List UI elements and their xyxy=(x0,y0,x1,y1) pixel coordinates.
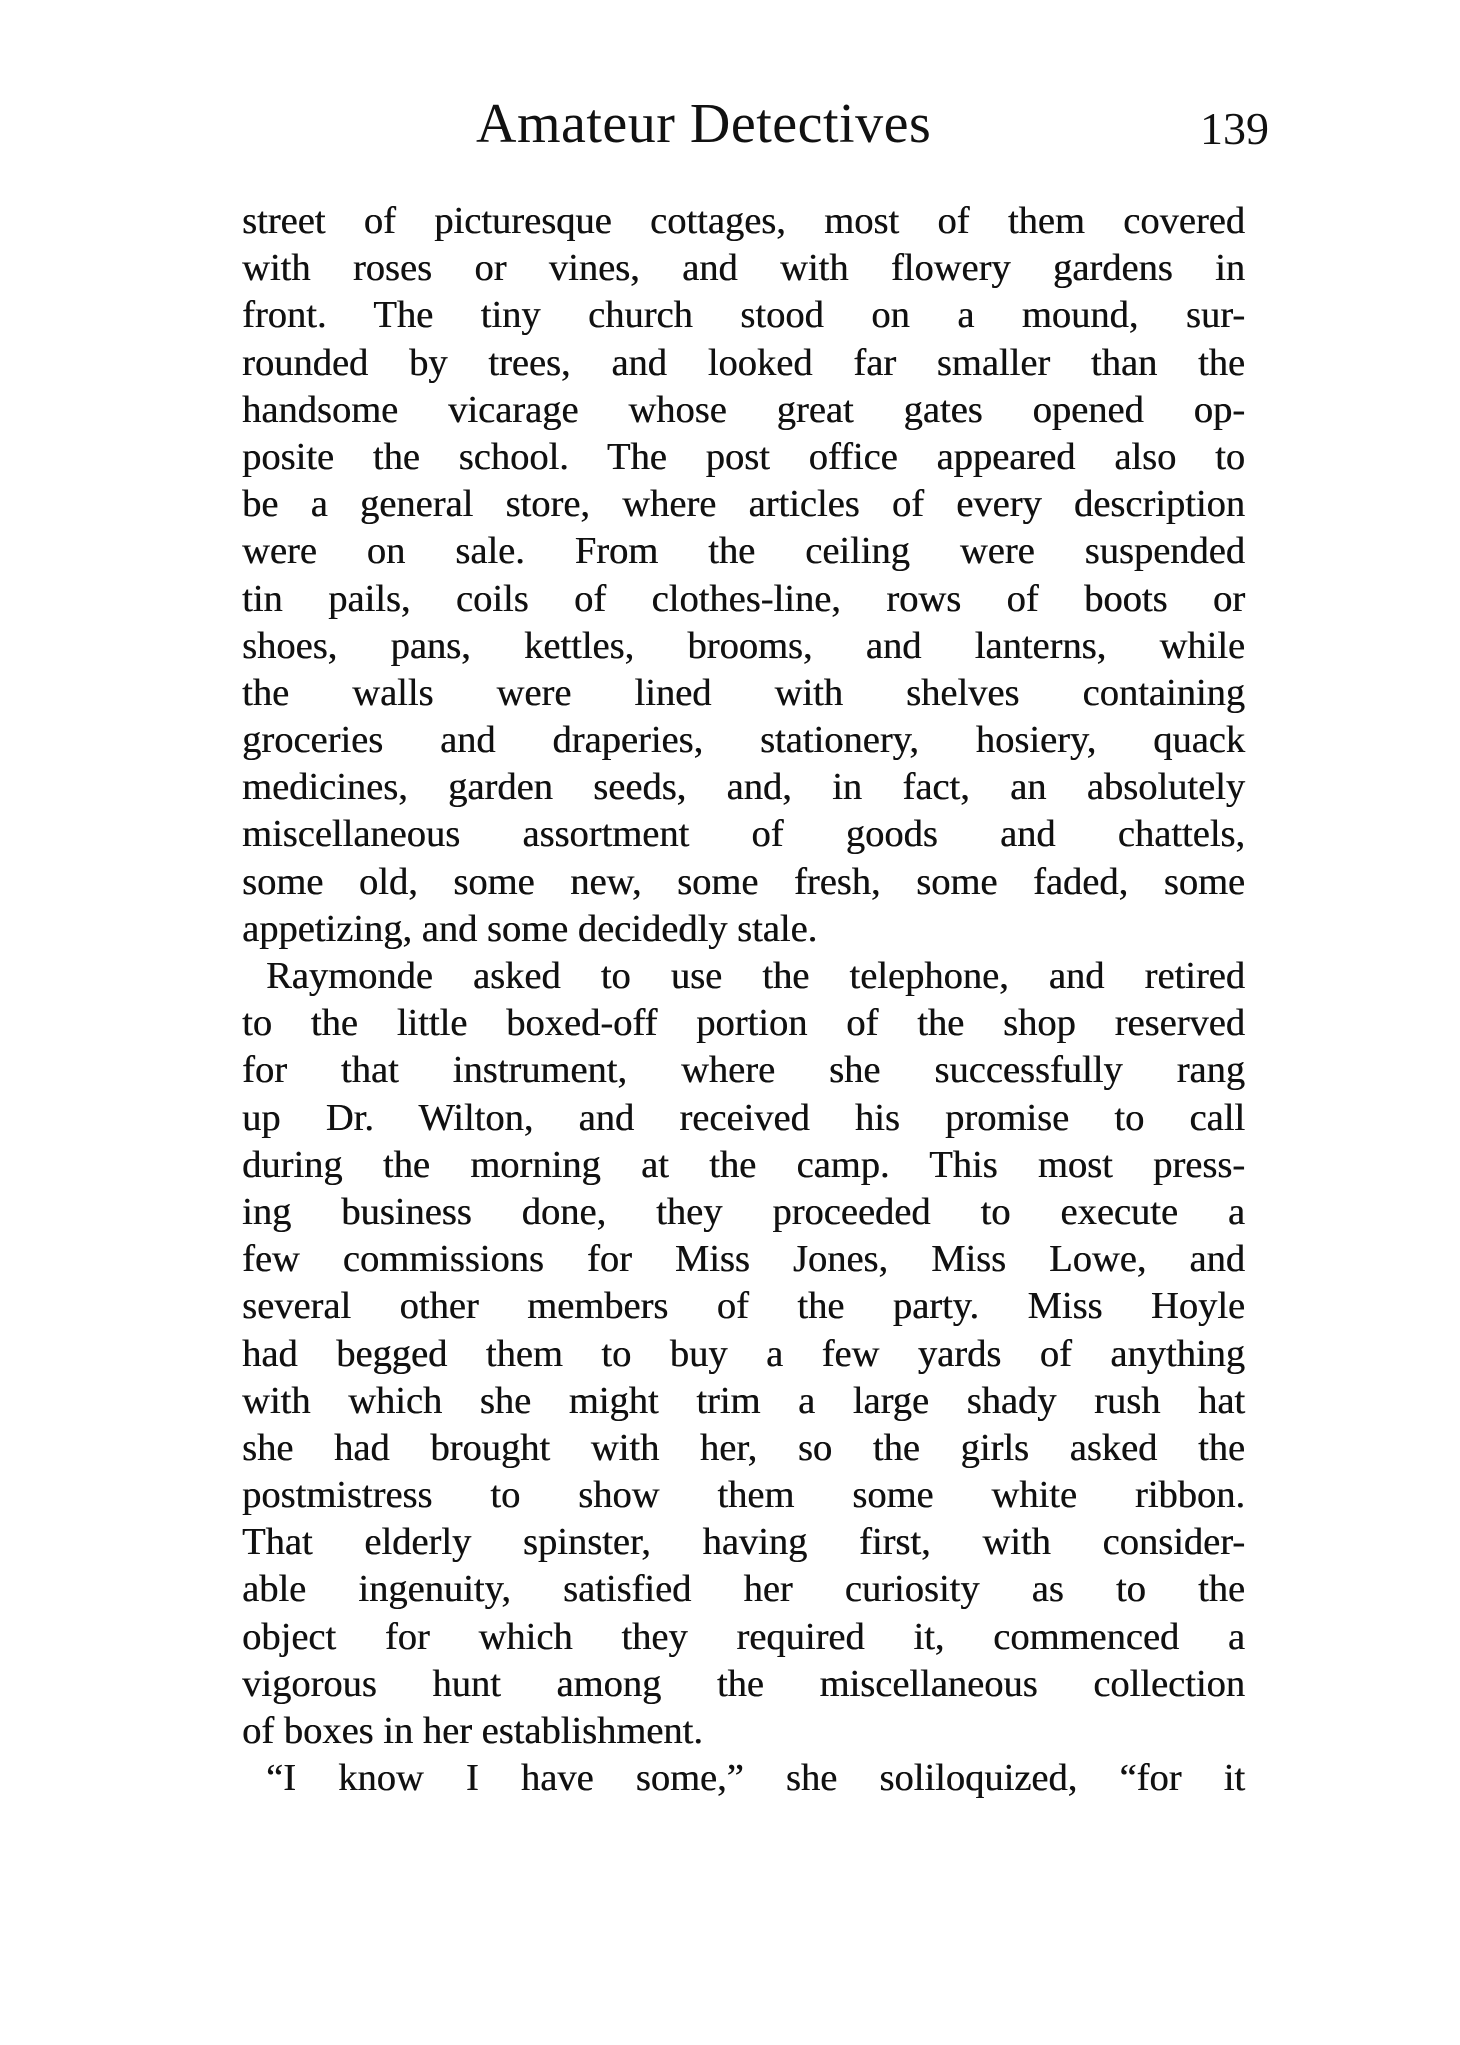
text-line: rounded by trees, and looked far smaller than the xyxy=(242,341,1245,384)
text-line: That elderly spinster, having first, with consider- xyxy=(242,1521,1245,1564)
text-line: were on sale. From the ceiling were suspended xyxy=(242,530,1245,573)
text-line: with which she might trim a large shady rush hat xyxy=(242,1379,1245,1422)
text-line: she had brought with her, so the girls asked the xyxy=(242,1426,1245,1469)
text-line: ing business done, they proceeded to execute a xyxy=(242,1190,1245,1233)
text-line: the walls were lined with shelves containing xyxy=(242,671,1245,714)
text-line: during the morning at the camp. This most press- xyxy=(242,1143,1245,1186)
text-line: appetizing, and some decidedly stale. xyxy=(242,907,818,950)
text-line: for that instrument, where she successfully rang xyxy=(242,1049,1245,1092)
text-line: “I know I have some,” she soliloquized, “for it xyxy=(266,1757,1245,1800)
text-line: few commissions for Miss Jones, Miss Lowe, and xyxy=(242,1238,1245,1281)
text-line: object for which they required it, commenced a xyxy=(242,1615,1245,1658)
text-line: tin pails, coils of clothes-line, rows of boots or xyxy=(242,577,1245,620)
text-line: posite the school. The post office appeared also to xyxy=(242,435,1245,478)
text-line: be a general store, where articles of every description xyxy=(242,483,1245,526)
text-line: several other members of the party. Miss Hoyle xyxy=(242,1285,1245,1328)
text-line: postmistress to show them some white ribbon. xyxy=(242,1474,1245,1517)
text-line: able ingenuity, satisfied her curiosity as to the xyxy=(242,1568,1245,1611)
text-line: had begged them to buy a few yards of anything xyxy=(242,1332,1245,1375)
text-line: front. The tiny church stood on a mound, sur- xyxy=(242,294,1245,337)
text-line: miscellaneous assortment of goods and chattels, xyxy=(242,813,1245,856)
text-line: shoes, pans, kettles, brooms, and lanterns, while xyxy=(242,624,1245,667)
running-title: Amateur Detectives xyxy=(476,93,932,155)
text-line: some old, some new, some fresh, some faded, some xyxy=(242,860,1245,903)
text-line: vigorous hunt among the miscellaneous collection xyxy=(242,1662,1245,1705)
text-line: up Dr. Wilton, and received his promise to call xyxy=(242,1096,1245,1139)
page-number: 139 xyxy=(1200,103,1269,154)
text-line: of boxes in her establishment. xyxy=(242,1710,703,1752)
text-line: handsome vicarage whose great gates opened op- xyxy=(242,388,1245,431)
text-line: Raymonde asked to use the telephone, and retired xyxy=(266,955,1245,997)
body-text xyxy=(242,198,1245,1802)
text-line: groceries and draperies, stationery, hosiery, quack xyxy=(242,719,1245,762)
text-line: street of picturesque cottages, most of them covered xyxy=(242,200,1245,242)
text-line: medicines, garden seeds, and, in fact, an absolutely xyxy=(242,766,1245,809)
text-line: with roses or vines, and with flowery gardens in xyxy=(242,247,1245,290)
running-head xyxy=(0,92,1460,162)
text-line: to the little boxed-off portion of the shop reserved xyxy=(242,1002,1245,1045)
